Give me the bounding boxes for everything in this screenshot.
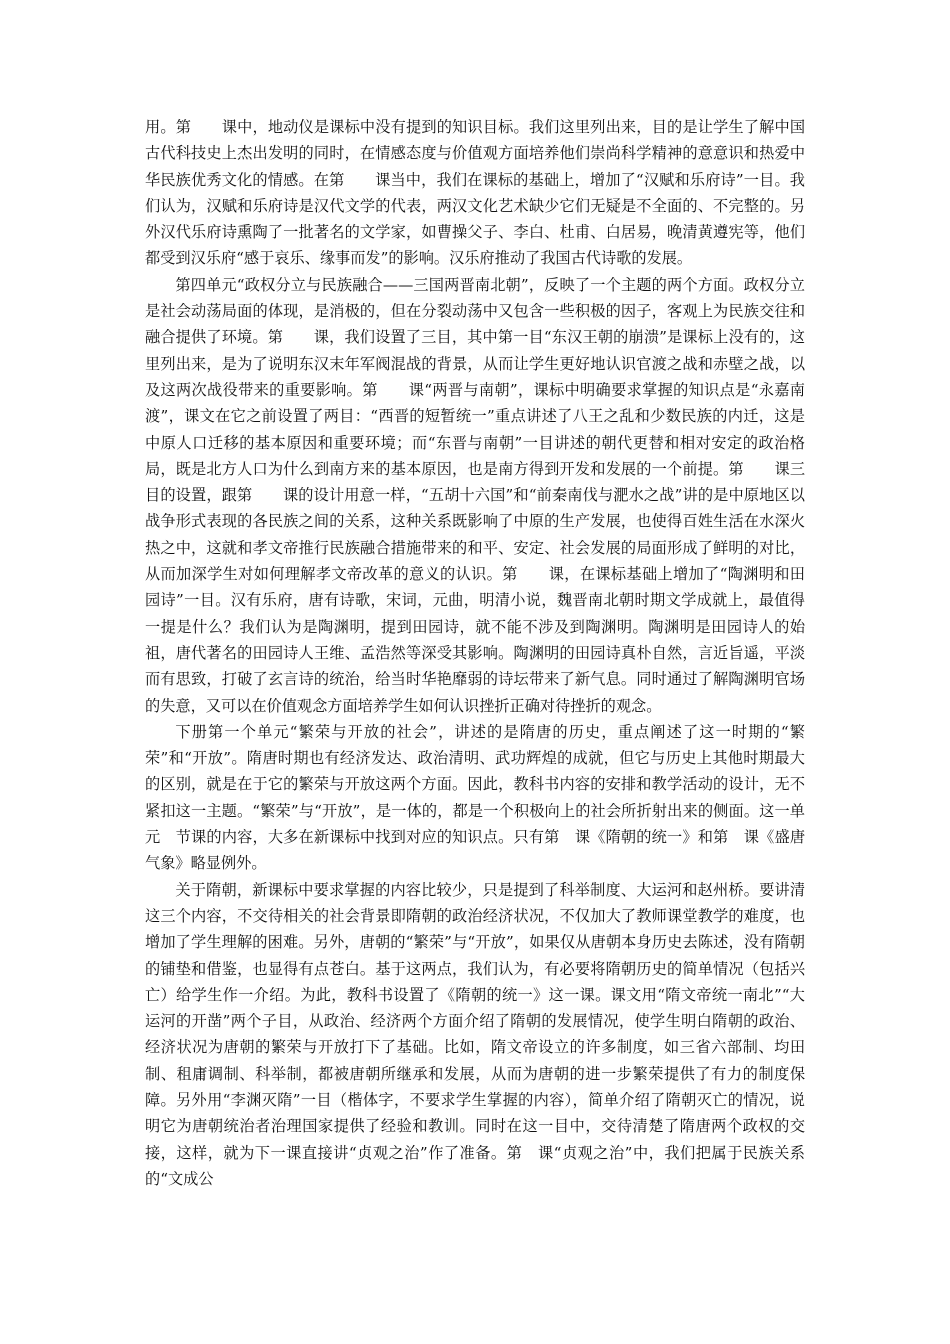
paragraph-4: 关于隋朝，新课标中要求掌握的内容比较少，只是提到了科举制度、大运河和赵州桥。要讲清这三个内容，不交待相关的社会背景即隋朝的政治经济状况，不仅加大了教师课堂教学的难度，也增加了学生理解的困难。另外，唐朝的“繁荣”与“开放”，如果仅从唐朝本身历史去陈述，没有隋朝的铺垫和借鉴，也显得有点苍白。基于这两点，我们认为，有必要将隋朝历史的简单情况（包括兴亡）给学生作一介绍。为此，教科书设置了《隋朝的统一》这一课。课文用“隋文帝统一南北”“大运河的开凿”两个子目，从政治、经济两个方面介绍了隋朝的发展情况，使学生明白隋朝的政治、经济状况为唐朝的繁荣与开放打下了基础。比如，隋文帝设立的许多制度，如三省六部制、均田制、租庸调制、科举制，都被唐朝所继承和发展，从而为唐朝的进一步繁荣提供了有力的制度保障。另外用“李渊灭隋”一目（楷体字，不要求学生掌握的内容），简单介绍了隋朝灭亡的情况，说明它为唐朝统治者治理国家提供了经验和教训。同时在这一目中，交待清楚了隋唐两个政权的交接，这样，就为下一课直接讲“贞观之治”作了准备。第 课“贞观之治”中，我们把属于民族关系的“文成公	[145, 880, 805, 1188]
document-body	[145, 114, 805, 1192]
paragraph-2: 第四单元“政权分立与民族融合——三国两晋南北朝”，反映了一个主题的两个方面。政权分立是社会动荡局面的体现，是消极的，但在分裂动荡中又包含一些积极的因子，客观上为民族交往和融合提供了环境。第 课，我们设置了三目，其中第一目“东汉王朝的崩溃”是课标上没有的，这里列出来，是为了说明东汉末年军阀混战的背景，从而让学生更好地认识官渡之战和赤壁之战，以及这两次战役带来的重要影响。第 课“两晋与南朝”，课标中明确要求掌握的知识点是“永嘉南渡”，课文在它之前设置了两目：“西晋的短暂统一”重点讲述了八王之乱和少数民族的内迁，这是中原人口迁移的基本原因和重要环境；而“东晋与南朝”一目讲述的朝代更替和相对安定的政治格局，既是北方人口为什么到南方来的基本原因，也是南方得到开发和发展的一个前提。第 课三目的设置，跟第 课的设计用意一样，“五胡十六国”和“前秦南伐与淝水之战”讲的是中原地区以战争形式表现的各民族之间的关系，这种关系既影响了中原的生产发展，也使得百姓生活在水深火热之中，这就和孝文帝推行民族融合措施带来的和平、安定、社会发展的局面形成了鲜明的对比，从而加深学生对如何理解孝文帝改革的意义的认识。第 课，在课标基础上增加了“陶渊明和田园诗”一目。汉有乐府，唐有诗歌，宋词，元曲，明清小说，魏晋南北朝时期文学成就上，最值得一提是什么？我们认为是陶渊明，提到田园诗，就不能不涉及到陶渊明。陶渊明是田园诗人的始祖，唐代著名的田园诗人王维、孟浩然等深受其影响。陶渊明的田园诗真朴自然，言近旨遥，平淡而有思致，打破了玄言诗的统治，给当时华艳靡弱的诗坛带来了新气息。同时通过了解陶渊明官场的失意，又可以在价值观念方面培养学生如何认识挫折正确对待挫折的观念。	[145, 275, 805, 715]
paragraph-1: 用。第 课中，地动仪是课标中没有提到的知识目标。我们这里列出来，目的是让学生了解中国古代科技史上杰出发明的同时，在情感态度与价值观方面培养他们崇尚科学精神的意意识和热爱中华民族优秀文化的情感。在第 课当中，我们在课标的基础上，增加了“汉赋和乐府诗”一目。我们认为，汉赋和乐府诗是汉代文学的代表，两汉文化艺术缺少它们无疑是不全面的、不完整的。另外汉代乐府诗熏陶了一批著名的文学家，如曹操父子、李白、杜甫、白居易，晚清黄遵宪等，他们都受到汉乐府“感于哀乐、缘事而发”的影响。汉乐府推动了我国古代诗歌的发展。	[145, 118, 805, 268]
paragraph-3: 下册第一个单元“繁荣与开放的社会”，讲述的是隋唐的历史，重点阐述了这一时期的“繁荣”和“开放”。隋唐时期也有经济发达、政治清明、武功辉煌的成就，但它与历史上其他时期最大的区别，就是在于它的繁荣与开放这两个方面。因此，教科书内容的安排和教学活动的设计，无不紧扣这一主题。“繁荣”与“开放”，是一体的，都是一个积极向上的社会所折射出来的侧面。这一单元 节课的内容，大多在新课标中找到对应的知识点。只有第 课《隋朝的统一》和第 课《盛唐气象》略显例外。	[145, 722, 805, 873]
